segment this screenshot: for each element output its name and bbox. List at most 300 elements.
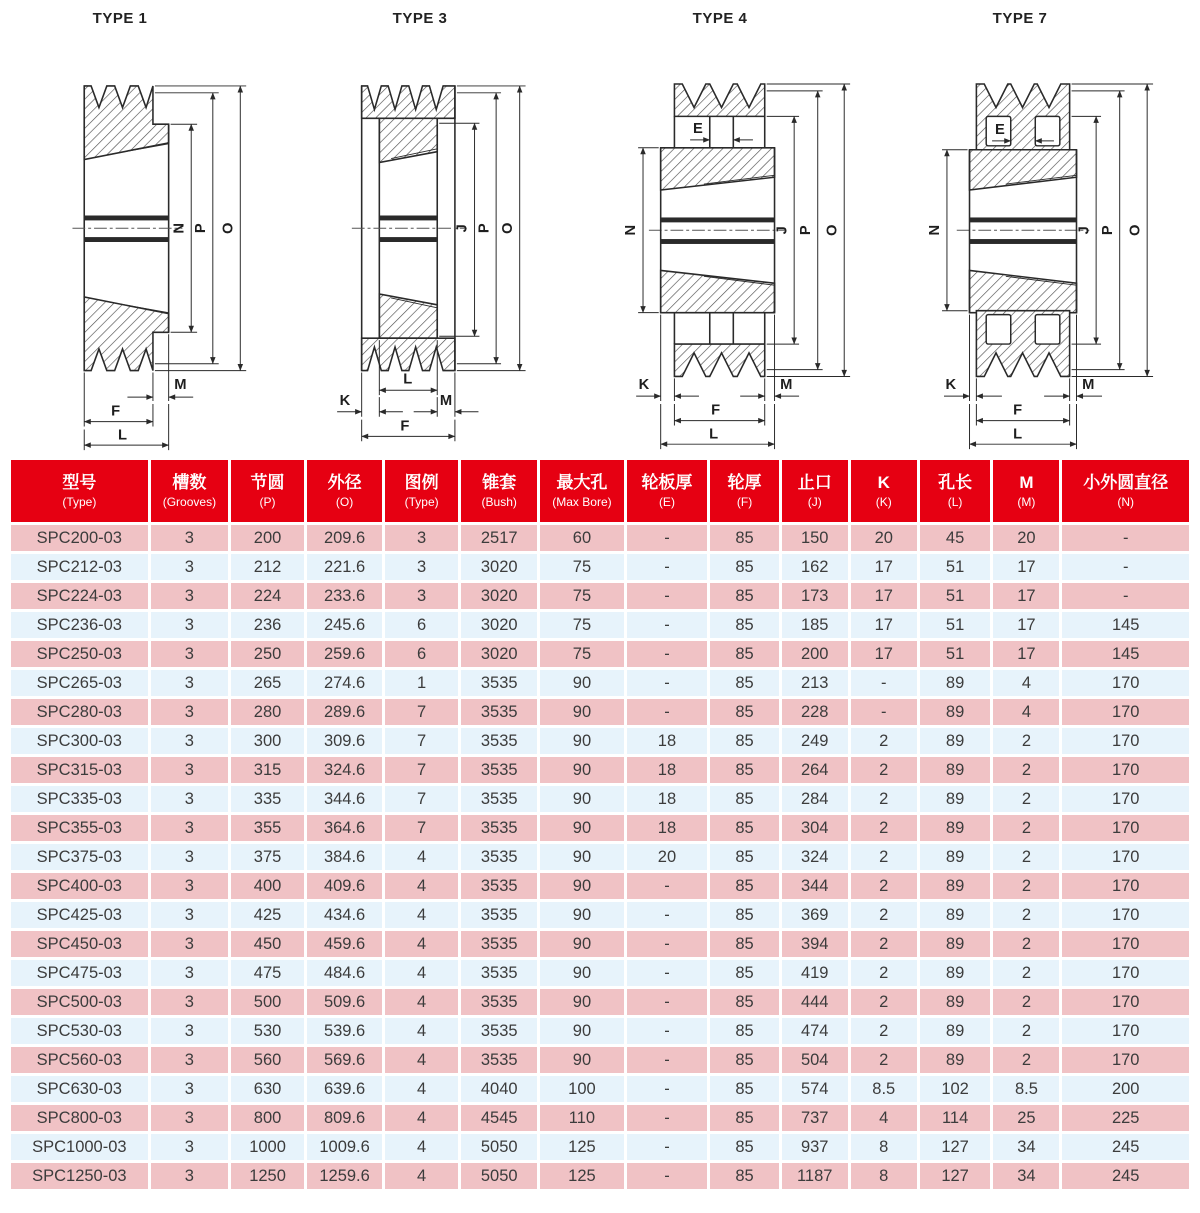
table-cell: 5050 — [461, 1163, 537, 1189]
table-cell: 7 — [385, 728, 458, 754]
table-cell: 3 — [151, 1163, 228, 1189]
table-cell: 170 — [1062, 1018, 1189, 1044]
dim-label-m: M — [174, 377, 187, 394]
table-cell: 400 — [231, 873, 304, 899]
table-cell: 17 — [851, 583, 917, 609]
table-cell: 85 — [710, 1134, 778, 1160]
dim-label-l: L — [403, 371, 413, 388]
table-cell: 4 — [851, 1105, 917, 1131]
table-cell: 444 — [782, 989, 848, 1015]
table-cell: 3535 — [461, 1047, 537, 1073]
table-cell: 249 — [782, 728, 848, 754]
table-cell: 2 — [993, 728, 1059, 754]
table-cell: 574 — [782, 1076, 848, 1102]
table-cell: SPC530-03 — [11, 1018, 148, 1044]
table-cell: 304 — [782, 815, 848, 841]
table-cell: 450 — [231, 931, 304, 957]
table-cell: 639.6 — [307, 1076, 382, 1102]
table-cell: - — [627, 699, 708, 725]
dim-label-p: P — [1099, 225, 1116, 236]
table-cell: 4 — [993, 670, 1059, 696]
column-header: K (K) — [851, 460, 917, 522]
table-cell: 209.6 — [307, 525, 382, 551]
table-cell: 17 — [851, 612, 917, 638]
table-cell: SPC280-03 — [11, 699, 148, 725]
table-cell: 3 — [151, 554, 228, 580]
table-cell: 3 — [151, 1105, 228, 1131]
table-cell: 3 — [151, 583, 228, 609]
table-cell: 3535 — [461, 815, 537, 841]
table-cell: 170 — [1062, 757, 1189, 783]
dim-label-e: E — [995, 122, 1005, 139]
table-row — [11, 960, 1189, 986]
table-cell: 170 — [1062, 728, 1189, 754]
table-cell: 51 — [920, 554, 991, 580]
table-cell: 51 — [920, 612, 991, 638]
table-cell: 630 — [231, 1076, 304, 1102]
table-cell: 2 — [851, 757, 917, 783]
table-cell: 34 — [993, 1163, 1059, 1189]
table-cell: 75 — [540, 554, 623, 580]
dim-label-f: F — [1013, 402, 1023, 419]
table-cell: 51 — [920, 583, 991, 609]
table-cell: 355 — [231, 815, 304, 841]
table-cell: 2 — [993, 786, 1059, 812]
table-cell: 85 — [710, 873, 778, 899]
table-cell: SPC236-03 — [11, 612, 148, 638]
table-cell: 89 — [920, 1018, 991, 1044]
table-cell: 3 — [151, 728, 228, 754]
table-cell: 2 — [851, 815, 917, 841]
table-cell: 274.6 — [307, 670, 382, 696]
table-row — [11, 670, 1189, 696]
table-cell: 89 — [920, 844, 991, 870]
table-cell: 85 — [710, 815, 778, 841]
table-cell: - — [627, 612, 708, 638]
table-cell: 250 — [231, 641, 304, 667]
table-row — [11, 583, 1189, 609]
table-cell: - — [627, 902, 708, 928]
table-cell: 60 — [540, 525, 623, 551]
table-cell: 212 — [231, 554, 304, 580]
pulley-drawing-type7 — [905, 30, 1195, 454]
table-cell: 85 — [710, 1018, 778, 1044]
spec-table-head — [11, 460, 1189, 522]
table-cell: 8.5 — [993, 1076, 1059, 1102]
dim-label-o: O — [220, 222, 237, 234]
table-row — [11, 815, 1189, 841]
table-cell: 170 — [1062, 670, 1189, 696]
column-header: 止口 (J) — [782, 460, 848, 522]
table-cell: 90 — [540, 699, 623, 725]
table-cell: 89 — [920, 728, 991, 754]
table-cell: 17 — [851, 641, 917, 667]
dim-label-p: P — [476, 223, 493, 234]
table-cell: 3535 — [461, 728, 537, 754]
table-cell: 3 — [151, 525, 228, 551]
table-cell: 85 — [710, 1105, 778, 1131]
table-cell: 150 — [782, 525, 848, 551]
table-cell: 7 — [385, 786, 458, 812]
table-cell: 4040 — [461, 1076, 537, 1102]
table-cell: 6 — [385, 612, 458, 638]
table-cell: 2 — [993, 902, 1059, 928]
table-cell: 3535 — [461, 670, 537, 696]
table-cell: 1187 — [782, 1163, 848, 1189]
table-cell: 85 — [710, 1047, 778, 1073]
table-cell: 90 — [540, 931, 623, 957]
table-cell: 475 — [231, 960, 304, 986]
table-cell: 100 — [540, 1076, 623, 1102]
table-cell: 6 — [385, 641, 458, 667]
table-cell: 45 — [920, 525, 991, 551]
table-cell: 17 — [851, 554, 917, 580]
table-cell: 4 — [385, 902, 458, 928]
table-cell: 3 — [151, 612, 228, 638]
table-cell: 170 — [1062, 844, 1189, 870]
table-cell: 3 — [385, 525, 458, 551]
table-cell: 289.6 — [307, 699, 382, 725]
table-cell: 2 — [851, 1018, 917, 1044]
table-cell: 335 — [231, 786, 304, 812]
table-cell: 8 — [851, 1163, 917, 1189]
table-cell: 90 — [540, 960, 623, 986]
table-cell: 89 — [920, 1047, 991, 1073]
table-cell: 245 — [1062, 1134, 1189, 1160]
table-cell: 4 — [385, 1105, 458, 1131]
dim-label-j: J — [1076, 226, 1093, 235]
column-header: 孔长 (L) — [920, 460, 991, 522]
table-cell: 2 — [993, 815, 1059, 841]
table-cell: SPC450-03 — [11, 931, 148, 957]
table-cell: 25 — [993, 1105, 1059, 1131]
table-cell: 170 — [1062, 989, 1189, 1015]
table-cell: 90 — [540, 989, 623, 1015]
spec-table — [8, 457, 1192, 1192]
table-cell: SPC425-03 — [11, 902, 148, 928]
column-header: 小外圆直径 (N) — [1062, 460, 1189, 522]
table-cell: 2 — [851, 844, 917, 870]
table-cell: 170 — [1062, 1047, 1189, 1073]
table-cell: 170 — [1062, 931, 1189, 957]
dim-label-f: F — [400, 418, 410, 435]
table-cell: 3535 — [461, 1018, 537, 1044]
table-cell: 145 — [1062, 612, 1189, 638]
table-cell: 394 — [782, 931, 848, 957]
table-cell: - — [1062, 583, 1189, 609]
table-cell: 344 — [782, 873, 848, 899]
table-cell: 3020 — [461, 583, 537, 609]
table-cell: - — [627, 1047, 708, 1073]
table-cell: 145 — [1062, 641, 1189, 667]
dim-label-n: N — [171, 222, 188, 234]
table-cell: 384.6 — [307, 844, 382, 870]
table-cell: - — [627, 1076, 708, 1102]
table-cell: 3535 — [461, 757, 537, 783]
table-cell: - — [627, 1018, 708, 1044]
table-cell: SPC475-03 — [11, 960, 148, 986]
table-cell: 4 — [385, 1163, 458, 1189]
table-cell: 259.6 — [307, 641, 382, 667]
table-cell: 85 — [710, 1076, 778, 1102]
table-cell: SPC560-03 — [11, 1047, 148, 1073]
table-cell: SPC1250-03 — [11, 1163, 148, 1189]
table-cell: 809.6 — [307, 1105, 382, 1131]
table-cell: 2517 — [461, 525, 537, 551]
column-header: 外径 (O) — [307, 460, 382, 522]
table-cell: 4 — [385, 931, 458, 957]
table-row — [11, 699, 1189, 725]
table-cell: - — [627, 873, 708, 899]
table-cell: 3 — [385, 554, 458, 580]
table-cell: 3 — [151, 1047, 228, 1073]
table-cell: 85 — [710, 612, 778, 638]
table-cell: 170 — [1062, 902, 1189, 928]
table-cell: 170 — [1062, 815, 1189, 841]
table-cell: 90 — [540, 1018, 623, 1044]
column-header: 轮厚 (F) — [710, 460, 778, 522]
table-cell: 484.6 — [307, 960, 382, 986]
table-cell: 425 — [231, 902, 304, 928]
table-cell: 89 — [920, 902, 991, 928]
table-cell: 8.5 — [851, 1076, 917, 1102]
table-cell: 221.6 — [307, 554, 382, 580]
dim-label-k: K — [638, 377, 650, 394]
table-cell: - — [851, 670, 917, 696]
table-cell: 2 — [851, 728, 917, 754]
table-cell: 5050 — [461, 1134, 537, 1160]
table-cell: 3 — [151, 757, 228, 783]
table-cell: 17 — [993, 641, 1059, 667]
table-cell: 18 — [627, 728, 708, 754]
table-cell: 3 — [151, 786, 228, 812]
table-cell: 17 — [993, 612, 1059, 638]
dim-label-l: L — [709, 426, 719, 443]
table-cell: SPC630-03 — [11, 1076, 148, 1102]
table-cell: - — [627, 583, 708, 609]
table-cell: 228 — [782, 699, 848, 725]
table-cell: 3 — [385, 583, 458, 609]
table-row — [11, 728, 1189, 754]
dim-label-j: J — [774, 226, 791, 235]
dim-label-m: M — [1082, 377, 1095, 394]
table-cell: 3020 — [461, 554, 537, 580]
dim-label-n: N — [927, 224, 944, 236]
table-cell: SPC500-03 — [11, 989, 148, 1015]
table-cell: - — [627, 554, 708, 580]
table-cell: - — [627, 641, 708, 667]
table-cell: 75 — [540, 641, 623, 667]
diagram-title-type1: TYPE 1 — [92, 10, 148, 27]
column-header: 锥套 (Bush) — [461, 460, 537, 522]
table-cell: 2 — [851, 902, 917, 928]
table-cell: 20 — [851, 525, 917, 551]
table-cell: 170 — [1062, 699, 1189, 725]
diagram-type1 — [0, 8, 300, 457]
table-row — [11, 525, 1189, 551]
table-cell: 3535 — [461, 989, 537, 1015]
table-cell: 3535 — [461, 960, 537, 986]
diagram-title-type4: TYPE 4 — [692, 10, 748, 27]
table-cell: - — [627, 989, 708, 1015]
diagrams-section — [0, 0, 1200, 457]
table-cell: 4 — [385, 873, 458, 899]
table-cell: 280 — [231, 699, 304, 725]
table-cell: 114 — [920, 1105, 991, 1131]
table-cell: 3 — [151, 1076, 228, 1102]
table-cell: 90 — [540, 844, 623, 870]
dim-label-p: P — [192, 223, 209, 234]
table-row — [11, 873, 1189, 899]
table-cell: 3 — [151, 815, 228, 841]
table-cell: 3020 — [461, 612, 537, 638]
table-cell: 737 — [782, 1105, 848, 1131]
table-cell: 85 — [710, 960, 778, 986]
table-cell: 2 — [993, 873, 1059, 899]
table-cell: 85 — [710, 1163, 778, 1189]
table-cell: 530 — [231, 1018, 304, 1044]
dim-label-j: J — [454, 224, 471, 233]
table-cell: 3 — [151, 699, 228, 725]
table-row — [11, 931, 1189, 957]
spec-table-body — [11, 525, 1189, 1189]
table-cell: 2 — [851, 931, 917, 957]
table-cell: 4 — [385, 960, 458, 986]
table-cell: 1 — [385, 670, 458, 696]
spec-table-header-row — [11, 460, 1189, 522]
table-cell: 324 — [782, 844, 848, 870]
table-cell: 2 — [851, 873, 917, 899]
table-cell: 4545 — [461, 1105, 537, 1131]
table-cell: 560 — [231, 1047, 304, 1073]
dim-label-e: E — [693, 121, 703, 138]
column-header: M (M) — [993, 460, 1059, 522]
table-cell: 185 — [782, 612, 848, 638]
table-cell: 3535 — [461, 699, 537, 725]
table-cell: 75 — [540, 583, 623, 609]
pulley-drawing-type3 — [305, 30, 595, 454]
table-cell: 375 — [231, 844, 304, 870]
table-cell: 315 — [231, 757, 304, 783]
table-cell: SPC800-03 — [11, 1105, 148, 1131]
table-cell: 4 — [385, 844, 458, 870]
table-cell: 90 — [540, 902, 623, 928]
table-row — [11, 1163, 1189, 1189]
table-cell: 224 — [231, 583, 304, 609]
table-cell: SPC212-03 — [11, 554, 148, 580]
table-cell: 2 — [851, 960, 917, 986]
table-cell: 89 — [920, 786, 991, 812]
table-cell: 459.6 — [307, 931, 382, 957]
table-cell: 309.6 — [307, 728, 382, 754]
table-cell: 170 — [1062, 960, 1189, 986]
dim-label-f: F — [711, 402, 721, 419]
dim-label-p: P — [797, 225, 814, 236]
table-cell: 89 — [920, 815, 991, 841]
diagram-type3 — [300, 8, 600, 457]
table-cell: 2 — [851, 786, 917, 812]
table-cell: 3 — [151, 1134, 228, 1160]
table-cell: 1000 — [231, 1134, 304, 1160]
table-cell: 4 — [385, 1134, 458, 1160]
diagram-title-type3: TYPE 3 — [392, 10, 448, 27]
table-cell: 102 — [920, 1076, 991, 1102]
table-row — [11, 641, 1189, 667]
table-cell: SPC335-03 — [11, 786, 148, 812]
table-cell: 2 — [993, 757, 1059, 783]
table-cell: 2 — [851, 989, 917, 1015]
table-row — [11, 989, 1189, 1015]
table-cell: - — [627, 960, 708, 986]
table-row — [11, 612, 1189, 638]
table-cell: 89 — [920, 757, 991, 783]
table-cell: 409.6 — [307, 873, 382, 899]
table-row — [11, 1105, 1189, 1131]
pulley-drawing-type1 — [5, 30, 295, 454]
table-cell: 3535 — [461, 873, 537, 899]
column-header: 节圆 (P) — [231, 460, 304, 522]
table-cell: 90 — [540, 873, 623, 899]
table-cell: 2 — [993, 931, 1059, 957]
table-cell: 1259.6 — [307, 1163, 382, 1189]
table-cell: 85 — [710, 554, 778, 580]
table-cell: 3 — [151, 641, 228, 667]
table-cell: 85 — [710, 699, 778, 725]
table-cell: 264 — [782, 757, 848, 783]
table-cell: 7 — [385, 815, 458, 841]
table-cell: - — [627, 525, 708, 551]
dim-label-f: F — [111, 403, 121, 420]
table-cell: 90 — [540, 670, 623, 696]
table-cell: 539.6 — [307, 1018, 382, 1044]
table-cell: 800 — [231, 1105, 304, 1131]
table-row — [11, 554, 1189, 580]
table-cell: 3 — [151, 902, 228, 928]
table-row — [11, 1076, 1189, 1102]
table-cell: 127 — [920, 1134, 991, 1160]
table-cell: - — [627, 1163, 708, 1189]
table-cell: 4 — [385, 1018, 458, 1044]
table-cell: 75 — [540, 612, 623, 638]
table-cell: 4 — [385, 989, 458, 1015]
table-cell: SPC315-03 — [11, 757, 148, 783]
table-cell: 236 — [231, 612, 304, 638]
table-cell: - — [851, 699, 917, 725]
table-cell: - — [627, 670, 708, 696]
table-cell: 3 — [151, 670, 228, 696]
table-cell: 85 — [710, 757, 778, 783]
table-cell: 173 — [782, 583, 848, 609]
table-cell: 3 — [151, 960, 228, 986]
dim-label-k: K — [339, 392, 351, 409]
table-cell: 51 — [920, 641, 991, 667]
table-cell: 85 — [710, 931, 778, 957]
dim-label-o: O — [499, 222, 516, 234]
table-cell: 89 — [920, 699, 991, 725]
table-cell: 89 — [920, 670, 991, 696]
table-cell: 18 — [627, 815, 708, 841]
table-cell: 20 — [993, 525, 1059, 551]
table-cell: 500 — [231, 989, 304, 1015]
table-cell: 200 — [1062, 1076, 1189, 1102]
spec-table-section — [0, 457, 1200, 1192]
table-cell: 200 — [782, 641, 848, 667]
column-header: 型号 (Type) — [11, 460, 148, 522]
table-cell: 3535 — [461, 786, 537, 812]
table-cell: 4 — [385, 1047, 458, 1073]
dim-label-n: N — [623, 224, 640, 236]
table-cell: 89 — [920, 873, 991, 899]
